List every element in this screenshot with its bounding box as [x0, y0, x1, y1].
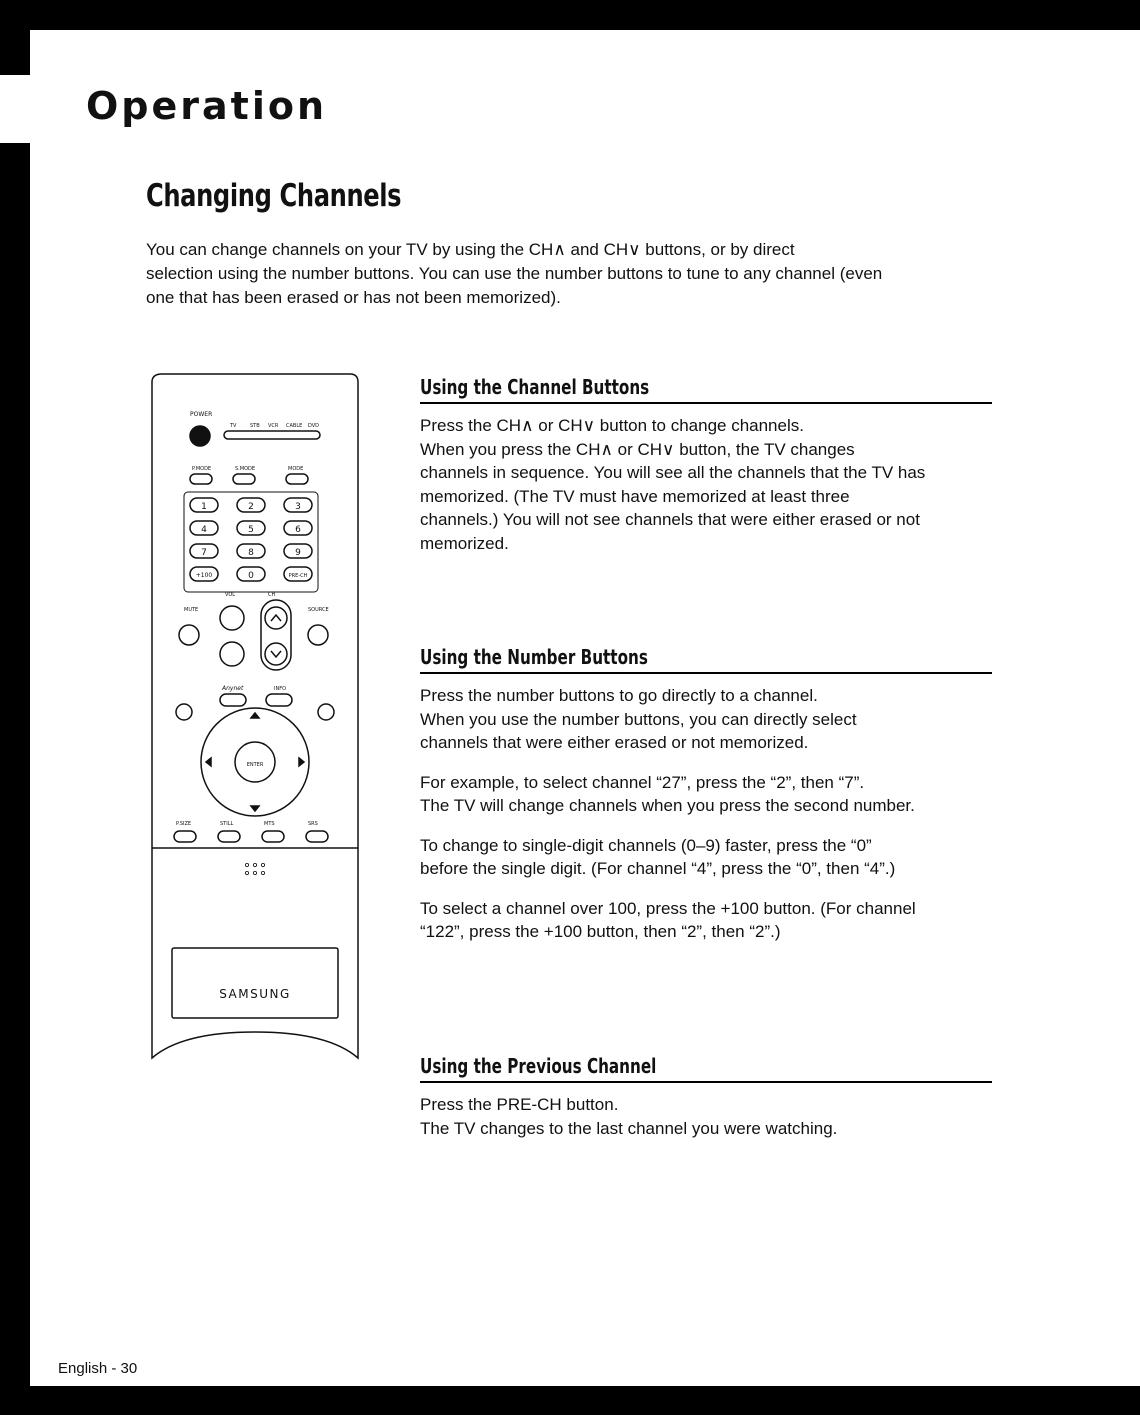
- number-key-label: 5: [248, 525, 254, 535]
- ch-label: CH: [268, 592, 276, 598]
- remote-logo-panel: [172, 948, 338, 1018]
- number-key-label: 1: [201, 502, 207, 512]
- number-key-label: 7: [201, 548, 207, 558]
- mute-button: [179, 625, 199, 645]
- top-button-label: P.MODE: [192, 466, 212, 472]
- mute-label: MUTE: [184, 607, 199, 613]
- power-button: [190, 426, 210, 446]
- number-key-label: 0: [248, 571, 254, 581]
- text-line: channels.) You will not see channels that were either erased or not: [420, 510, 920, 529]
- text-line: For example, to select channel “27”, press the “2”, then “7”.: [420, 772, 865, 792]
- paragraph: [420, 897, 992, 944]
- s-mode-button: [233, 474, 255, 484]
- info-label: INFO: [274, 686, 287, 692]
- intro-line: You can change channels on your TV by using the CH∧ and CH∨ buttons, or by direct: [146, 240, 795, 259]
- remote-control-illustration: [140, 368, 370, 1068]
- left-edge-bar: [0, 143, 30, 1388]
- left-arrow-icon: [206, 758, 211, 766]
- section-heading-text: Using the Number Buttons: [420, 645, 648, 669]
- number-key-label: 3: [295, 502, 301, 512]
- p-size-button: [174, 831, 196, 842]
- exit-button: [318, 704, 334, 720]
- dot-icon: [253, 863, 256, 866]
- volume-up-button: [220, 606, 244, 630]
- channel-rocker: [261, 600, 291, 670]
- dot-icon: [245, 863, 248, 866]
- enter-label: ENTER: [246, 762, 264, 768]
- number-key-label: 6: [295, 525, 301, 535]
- mode-label: VCR: [268, 423, 279, 429]
- p-mode-button: [190, 474, 212, 484]
- paragraph: [420, 684, 992, 755]
- text-line: Press the number buttons to go directly to a channel.: [420, 686, 818, 705]
- dot-icon: [253, 871, 256, 874]
- text-line: When you press the CH∧ or CH∨ button, the TV changes: [420, 439, 855, 459]
- paragraph: [420, 771, 992, 818]
- vol-label: VOL: [225, 592, 236, 598]
- section-heading: [420, 1053, 992, 1083]
- volume-down-button: [220, 642, 244, 666]
- bottom-button-label: MTS: [264, 821, 275, 827]
- text-line: To change to single-digit channels (0–9) faster, press the “0”: [420, 835, 872, 855]
- down-arrow-icon: [251, 806, 259, 811]
- number-key-label: +100: [195, 572, 213, 579]
- left-edge-tab: [0, 0, 30, 75]
- mode-label: CABLE: [286, 423, 303, 429]
- text-line: To select a channel over 100, press the +100 button. (For channel: [420, 898, 916, 918]
- bottom-button-label: SRS: [308, 821, 318, 827]
- samsung-logo: SAMSUNG: [219, 987, 291, 1001]
- mode-label: DVD: [308, 423, 320, 429]
- section-heading-text: Using the Channel Buttons: [420, 375, 650, 399]
- section-number-buttons: [420, 644, 992, 944]
- paragraph: [420, 1093, 992, 1140]
- up-arrow-icon: [251, 713, 259, 718]
- mode-label: STB: [250, 423, 260, 429]
- mode-selector: [224, 431, 320, 439]
- paragraph: [420, 414, 992, 555]
- info-button: [266, 694, 292, 706]
- number-key-label: 2: [248, 502, 254, 512]
- section-heading: [420, 374, 992, 404]
- anynet-button: [220, 694, 246, 706]
- source-button: [308, 625, 328, 645]
- mts-button: [262, 831, 284, 842]
- text-line: before the single digit. (For channel “4”, press the “0”, then “4”.): [420, 859, 896, 878]
- number-key-label: PRE-CH: [288, 573, 308, 579]
- ch-up-arrow-icon: [271, 615, 281, 621]
- section-previous-channel: [420, 1053, 992, 1140]
- mode-label: TV: [230, 423, 237, 429]
- dot-icon: [245, 871, 248, 874]
- section-channel-buttons: [420, 374, 992, 555]
- source-label: SOURCE: [308, 607, 329, 613]
- intro-line: one that has been erased or has not been memorized).: [146, 288, 561, 307]
- srs-button: [306, 831, 328, 842]
- text-line: memorized.: [420, 533, 509, 553]
- number-key-label: 4: [201, 525, 207, 535]
- number-key-label: 8: [248, 548, 254, 558]
- intro-line: selection using the number buttons. You can use the number buttons to tune to any channel (even: [146, 264, 883, 283]
- dot-icon: [261, 863, 264, 866]
- channel-up-button: [265, 607, 287, 629]
- number-key-label: 9: [295, 548, 301, 558]
- text-line: channels in sequence. You will see all the channels that the TV has: [420, 463, 926, 482]
- mode-button: [286, 474, 308, 484]
- text-line: channels that were either erased or not memorized.: [420, 733, 809, 752]
- text-line: The TV will change channels when you press the second number.: [420, 796, 915, 815]
- bottom-button-label: STILL: [220, 821, 234, 827]
- text-line: Press the CH∧ or CH∨ button to change channels.: [420, 416, 804, 435]
- power-label: POWER: [190, 411, 213, 418]
- bottom-button-label: P.SIZE: [176, 821, 192, 827]
- still-button: [218, 831, 240, 842]
- dot-icon: [261, 871, 264, 874]
- text-line: memorized. (The TV must have memorized at least three: [420, 486, 850, 506]
- anynet-label: Anynet: [222, 685, 244, 692]
- top-button-label: S.MODE: [235, 466, 256, 472]
- top-button-label: MODE: [288, 466, 304, 472]
- channel-down-button: [265, 643, 287, 665]
- ch-down-arrow-icon: [271, 651, 281, 657]
- intro-paragraph: [146, 238, 1006, 310]
- menu-button: [176, 704, 192, 720]
- right-arrow-icon: [299, 758, 304, 766]
- text-line: The TV changes to the last channel you were watching.: [420, 1118, 838, 1138]
- text-line: “122”, press the +100 button, then “2”, then “2”.): [420, 922, 781, 941]
- section-heading: [420, 644, 992, 674]
- section-title: Operation: [86, 84, 328, 128]
- page-footer: English - 30: [58, 1360, 138, 1377]
- section-heading-text: Using the Previous Channel: [420, 1054, 657, 1078]
- text-line: When you use the number buttons, you can directly select: [420, 709, 857, 729]
- bottom-border-bar: [0, 1386, 1140, 1415]
- text-line: Press the PRE-CH button.: [420, 1095, 619, 1114]
- paragraph: [420, 834, 992, 881]
- page-heading: Changing Channels: [146, 178, 402, 214]
- top-border-bar: [0, 0, 1140, 30]
